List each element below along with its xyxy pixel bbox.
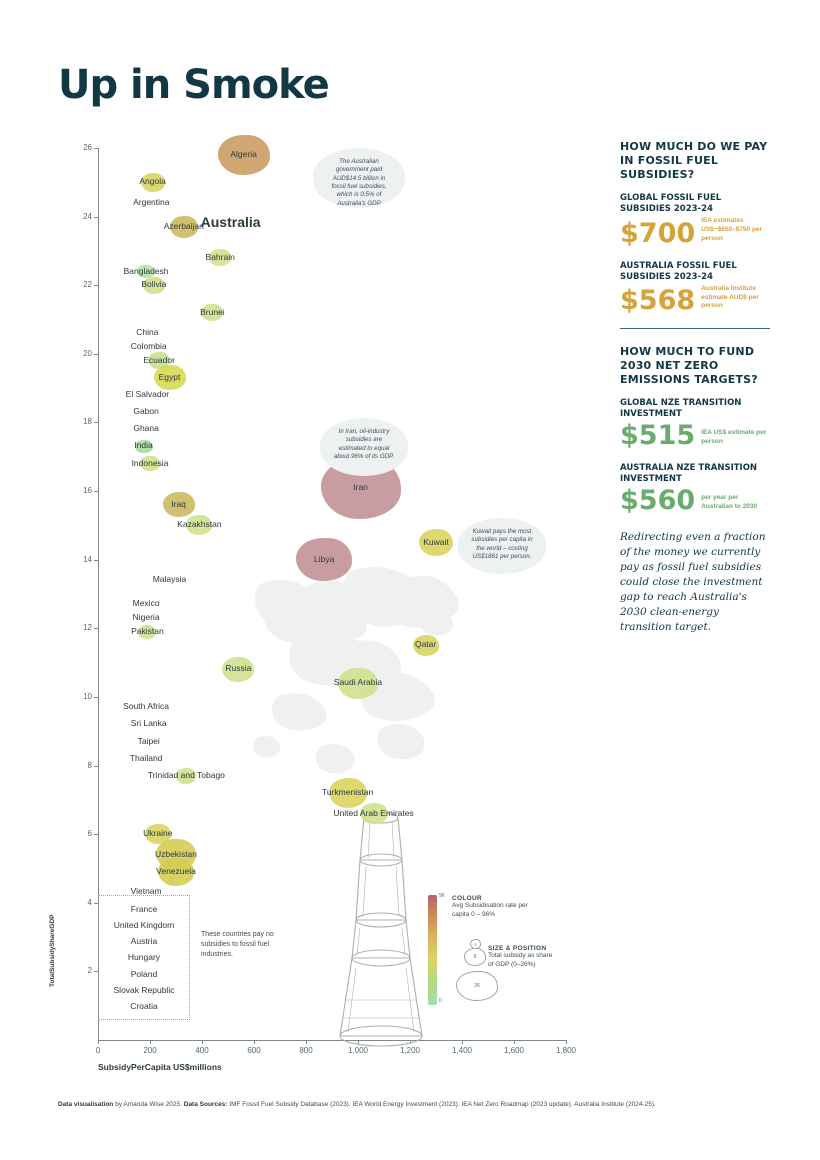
y-tick-label: 26 [83, 143, 92, 152]
country-label: Angola [139, 176, 166, 187]
country-label: United Arab Emirates [333, 807, 414, 818]
colour-scale-max: 96 [439, 893, 445, 899]
x-tick-label: 400 [195, 1046, 209, 1055]
y-tick-label: 12 [83, 623, 92, 633]
stat-value-global-nze: $515 [620, 420, 696, 452]
stat-value-australia-nze: $560 [620, 485, 696, 517]
country-label: Libya [314, 553, 335, 564]
y-tick-mark [94, 628, 98, 629]
country-label: El Salvador [125, 389, 170, 399]
side-panel [620, 140, 770, 635]
country-label: Ghana [133, 423, 159, 434]
y-tick-label: 2 [87, 966, 92, 976]
country-label: Brunei [200, 306, 225, 317]
footer-sources-label: Data Sources: [183, 1101, 228, 1108]
no-subsidy-note: These countries pay no subsidies to fossil fuel industries. [201, 931, 274, 959]
stat-note-global-subsidies: IEA estimates US$~$650–$750 per person [701, 217, 763, 242]
closing-statement: Redirecting even a fraction of the money we currently pay as fossil fuel subsidies could close the investment gap to reach Australia's 2030 clean-energy transition target. [620, 531, 766, 633]
stat-label-global-subsidies: GLOBAL FOSSIL FUEL SUBSIDIES 2023-24 [620, 193, 722, 215]
stat-note-global-nze: IEA US$ estimate per person [701, 428, 767, 445]
country-label: Algeria [230, 148, 257, 159]
legend-size-title: SIZE & POSITION [488, 945, 547, 952]
no-subsidy-country: Croatia [130, 1000, 158, 1011]
legend-size-small: 0 [470, 939, 481, 949]
country-label: Indonesia [131, 457, 169, 468]
country-label: Turkmenistan [322, 786, 374, 797]
stat-value-global-subsidies: $700 [620, 217, 696, 249]
y-tick-label: 4 [87, 897, 92, 907]
stat-label-australia-subsidies: AUSTRALIA FOSSIL FUEL SUBSIDIES 2023-24 [620, 260, 737, 282]
country-label: Kazakhstan [177, 519, 222, 530]
no-subsidy-country: Slovak Republic [113, 984, 175, 995]
stat-row-australia-subsidies [620, 284, 770, 317]
legend-size-sub: Total subsidy as share of GDP (0–26%) [488, 952, 553, 968]
country-label: South Africa [123, 701, 170, 712]
no-subsidy-country-box [98, 895, 190, 1020]
y-tick-label: 22 [83, 280, 92, 290]
x-tick-mark [514, 1040, 515, 1044]
country-label: Ecuador [143, 354, 175, 365]
legend-colour-title: COLOUR [452, 895, 482, 902]
country-label: Australia [200, 214, 261, 231]
country-label: Bolivia [141, 279, 167, 290]
no-subsidy-country: Hungary [127, 952, 161, 963]
page-title: Up in Smoke [58, 62, 329, 108]
country-label: Colombia [130, 340, 167, 351]
x-axis-label: SubsidyPerCapita US$millions [98, 1062, 222, 1072]
y-tick-mark [94, 766, 98, 767]
x-tick-mark [462, 1040, 463, 1044]
country-label: Nigeria [132, 612, 160, 622]
country-label: Ukraine [143, 828, 173, 839]
country-label: Russia [225, 663, 252, 674]
y-tick-mark [94, 217, 98, 218]
footer-credits [58, 1101, 758, 1108]
footer-credit-text: by Amanda Wise 2025. [113, 1101, 184, 1108]
country-label: Pakistan [131, 625, 164, 636]
country-label: Azerbaijan [163, 220, 204, 231]
country-label: Gabon [133, 406, 159, 417]
stat-note-australia-subsidies: Australia Institute estimate AUD$ per person [701, 284, 759, 310]
legend-size-large: 26 [456, 971, 498, 1001]
y-tick-label: 18 [83, 417, 92, 427]
annotation-iran: In Iran, oil-industry subsidies are estimated to equal about 96% of its GDP. [320, 418, 408, 476]
panel-heading-subsidies: HOW MUCH DO WE PAY IN FOSSIL FUEL SUBSIDIES? [620, 140, 768, 181]
y-tick-mark [94, 422, 98, 423]
stat-label-australia-nze: AUSTRALIA NZE TRANSITION INVESTMENT [620, 463, 758, 485]
country-label: Sri Lanka [130, 718, 167, 729]
x-tick-label: 0 [95, 1046, 101, 1055]
y-tick-mark [94, 560, 98, 561]
y-tick-mark [94, 491, 98, 492]
country-label: Malaysia [152, 574, 187, 585]
country-label: Venezuela [156, 865, 196, 876]
y-tick-mark [94, 285, 98, 286]
x-tick-label: 1,600 [503, 1046, 525, 1055]
stat-row-australia-nze [620, 485, 770, 517]
no-subsidy-country: Poland [130, 968, 158, 979]
annotation-kuwait: Kuwait pays the most subsidies per capita in the world – costing US$1881 per person. [458, 518, 546, 574]
country-label: Qatar [414, 639, 437, 650]
country-label: China [136, 327, 159, 338]
x-tick-label: 200 [143, 1046, 157, 1055]
colour-scale-min: 0 [439, 998, 442, 1004]
stat-note-australia-nze: per year per Australian to 2030 [701, 493, 758, 510]
no-subsidy-country: United Kingdom [113, 920, 175, 931]
no-subsidy-country: France [130, 904, 158, 915]
y-axis-label: TotalSubsidyShareGDP [49, 914, 56, 987]
stat-row-global-nze [620, 420, 770, 452]
panel-divider [620, 328, 770, 329]
country-label: Bangladesh [123, 265, 169, 276]
legend-size-mid: 5 [464, 948, 486, 966]
country-label: Bahrain [205, 251, 235, 262]
y-tick-label: 10 [83, 691, 92, 701]
y-tick-label: 6 [87, 829, 92, 839]
country-label: India [134, 440, 153, 451]
country-label: Argentina [133, 196, 170, 207]
country-label: Saudi Arabia [333, 677, 383, 688]
y-tick-mark [94, 148, 98, 149]
scatter-chart [49, 140, 578, 1072]
country-label: Trinidad and Tobago [147, 769, 225, 780]
stat-label-global-nze: GLOBAL NZE TRANSITION INVESTMENT [620, 398, 742, 420]
country-label: Mexico [132, 598, 160, 609]
x-tick-mark [202, 1040, 203, 1044]
x-tick-mark [566, 1040, 567, 1044]
x-tick-label: 1,200 [399, 1046, 421, 1055]
footer-sources-text: IMF Fossil Fuel Subsidy Database (2023). IEA World Energy Investment (2023). IEA Net Zero Roadmap (2023 update). Australia Institute (2024-25). [227, 1101, 656, 1108]
panel-heading-nze: HOW MUCH TO FUND 2030 NET ZERO EMISSIONS TARGETS? [620, 345, 758, 386]
country-label: Iran [353, 481, 368, 492]
country-label: Uzbekistan [154, 848, 198, 859]
legend-colour-sub: Avg Subsidisation rate per capita 0 – 96% [452, 902, 528, 918]
stat-value-australia-subsidies: $568 [620, 285, 696, 317]
y-tick-mark [94, 697, 98, 698]
x-tick-label: 800 [299, 1046, 313, 1055]
x-tick-mark [98, 1040, 99, 1044]
x-tick-mark [254, 1040, 255, 1044]
x-tick-label: 1,800 [555, 1046, 577, 1055]
colour-scale-bar [428, 895, 437, 1005]
stat-row-global-subsidies [620, 217, 770, 249]
country-label: Iraq [171, 498, 186, 509]
country-label: Egypt [158, 371, 181, 382]
y-tick-label: 8 [87, 760, 92, 770]
country-label: Thailand [129, 752, 163, 763]
y-tick-label: 16 [83, 486, 92, 496]
x-tick-label: 1,400 [451, 1046, 473, 1055]
y-tick-label: 24 [83, 211, 92, 221]
cooling-tower-illustration [326, 800, 436, 1050]
annotation-australia: The Australian government paid AUD$14.5 billion in fossil fuel subsidies, which is 0.5% of Australia's GDP [313, 148, 405, 208]
country-label: Kuwait [423, 536, 449, 547]
x-tick-label: 600 [247, 1046, 261, 1055]
country-label: Taipei [137, 735, 160, 746]
country-label: Vietnam [130, 886, 162, 897]
y-tick-mark [94, 834, 98, 835]
x-tick-label: 1,000 [347, 1046, 369, 1055]
footer-credit-label: Data visualisation [58, 1101, 114, 1108]
y-tick-mark [94, 354, 98, 355]
y-tick-label: 14 [83, 554, 92, 564]
x-tick-mark [306, 1040, 307, 1044]
no-subsidy-country: Austria [130, 936, 158, 947]
y-tick-label: 20 [83, 348, 92, 358]
x-tick-mark [150, 1040, 151, 1044]
